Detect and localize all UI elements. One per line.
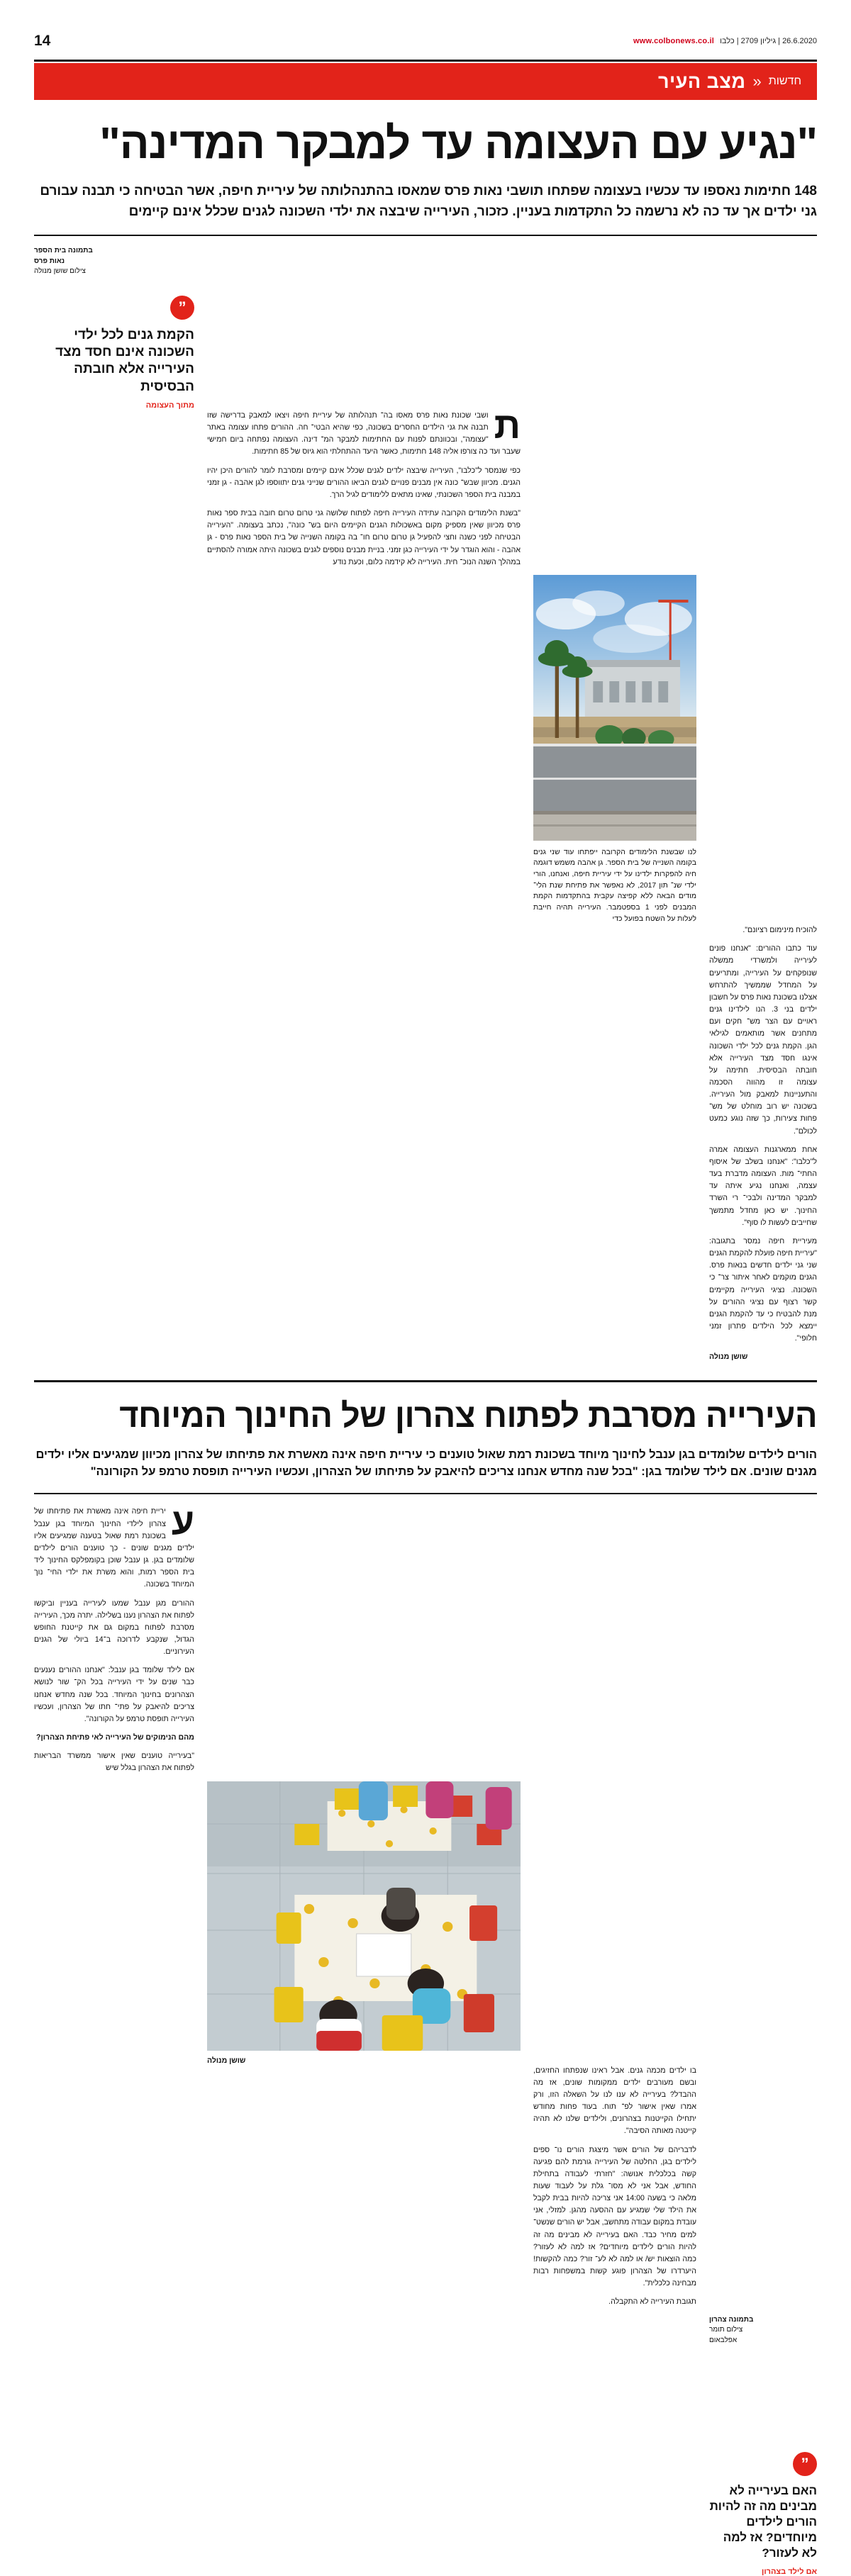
- page-number: 14: [34, 33, 51, 49]
- dropcap-2: ע: [171, 1501, 194, 1543]
- article2-body: [34, 1501, 817, 2576]
- quote-icon-2: ”: [793, 2452, 817, 2476]
- credit2-line-1: בתמונה צהרון: [709, 2315, 754, 2324]
- article1-left-para-2: עוד כתבו ההורים: "אנחנו פונים לעירייה ולמשרדי ממשלה שנופקחים על העירייה, ומתריעים על המחדל שממשיך להתרחש אצלנו בשכונת נאות פרס על חשבון ילדים בני 3. הנו לילדינו גנים ראויים עם הצר מש־ חקים ועם מתחנים אשר מותאמים לגילאי הגן. הקמת גנים לכל ילדי השכונה אינגו חסד מצד העירייה אלא חובתה הבסיסית. חתימה על עצומה זו מהווה הסכמה והתעניינות למאבק מול העירייה. בשכונה יש רוב מוחלט של מש־ פחות צעירות, כך שזה נוגע כמעט לכולם".: [709, 944, 818, 1136]
- article2-byline: שושן מנולה: [207, 2056, 246, 2065]
- article2-subhead: מהם הנימוקים של העירייה לאי פתיחת הצהרון?: [36, 1733, 194, 1742]
- article1-headline: "נגיע עם העצומה עד למבקר המדינה": [99, 119, 817, 168]
- section-bar: [34, 63, 817, 100]
- kindergarten-classroom-photo-illustration: [207, 1781, 521, 2051]
- article2-sidebar: [709, 2315, 817, 2576]
- article1-photo: [533, 575, 696, 841]
- article1-left-para-3: אחת ממארגנות העצומה אמרה ל"כלבו": "אנחנו בשלב של איסוף החתי־ מות. העצומה מדברת בעד עצמה, ואנחנו נגיע איתה עד למבקר המדינה ולבכי־ רי השרד החינוך. יש כאן מחדל מתמשך שחייבים לעשות לו סוף".: [709, 1145, 817, 1227]
- school-building-photo-illustration: [533, 575, 696, 841]
- masthead-meta: 26.6.2020 | גיליון 2709 | כלבו: [720, 37, 817, 45]
- article1-pullquote: [34, 296, 194, 410]
- article2-headline: העירייה מסרבת לפתוח צהרון של החינוך המיוחד: [119, 1396, 817, 1435]
- credit-line-3: צילום שושן מנולה: [34, 267, 86, 276]
- pullquote-attrib: מתוך העצומה: [145, 401, 194, 410]
- credit2-line-2: צילום תומר: [709, 2326, 743, 2334]
- article1-column-left: [709, 924, 817, 1363]
- dropcap: ת: [494, 405, 521, 447]
- site-url[interactable]: www.colbonews.co.il: [633, 37, 715, 45]
- credit-line-1: בתמונה בית הספר: [34, 247, 93, 255]
- article1-photo-block: [533, 575, 696, 924]
- article2-para-2: ההורים מגן ענבל שמעו לעירייה בעניין וביקשו לפתוח את הצהרון נענו בשלילה. יתרה מכך, העירייה מסרבת לפתוח במקום גם את קייטנת החופש הגדול, שנקבע לדרוכה ב־14 ביולי של הגנים העירוניים.: [34, 1598, 195, 1657]
- article2-standfirst: הורים לילדים שלומדים בגן ענבל לחינוך מיוחד בשכונת רמת שאול טוענים כי עיריית חיפה אינה מאשרת את פתיחתו של צהרון מכיוון שמגיעים אליו ילדים מגנים שונים. אם לילד שלומד בגן: "בכל שנה מחדש אנחנו צריכים להיאבק על פתיחתו של הצהרון, ועכשיו העירייה תופסת טרמפ על הקורונה": [35, 1447, 817, 1479]
- article2-para-3: אם לילד שלומד בגן ענבל: "אנחנו ההורים נענעים כבר שנים על ידי העירייה בכל הק־ שור לנושא הצהרונים בחינוך המיוחד. בכל שנה מחדש אנחנו צריכים להיאבק על פתי־ חתו של הצהרון, ועכשיו העירייה תופסת טרמפ על הקורונה".: [34, 1666, 194, 1723]
- article2-photo-block: [207, 1781, 521, 2065]
- credit-line-2: נאות פרס: [34, 257, 65, 265]
- article1-rule: [34, 235, 817, 236]
- pullquote2-attrib: אם לילד בצהרון: [762, 2567, 817, 2576]
- article2-column-left: [533, 2065, 696, 2315]
- credit2-line-3: אפלבאום: [709, 2336, 738, 2344]
- article1-byline: שושן מנולה: [709, 1353, 748, 1362]
- article2-photo: [207, 1781, 521, 2051]
- pullquote-text: הקמת גנים לכל ילדי השכונה אינם חסד מצד העירייה אלא חובתה הבסיסית: [55, 327, 194, 394]
- article1-left-para-4: מעיריית חיפה נמסר בתגובה: "עיריית חיפה פועלת להקמת הגנים שני גני ילדים חדשים בנאות פרס. הגנים מוקמים לאחר איתור צר־ כי השכונה. נציגי העירייה מקיימים קשר רצוף עם נציגי ההורים על מנת להבטיח כי עד להקמת הגנים יימצא לכל הילדים פתרון זמני חלופי".: [709, 1236, 817, 1343]
- article1-body: [34, 246, 817, 1363]
- article-separator-rule: [34, 1380, 817, 1382]
- article1-standfirst: 148 חתימות נאספו עד עכשיו בעצומה שפתחו תושבי נאות פרס שמאסו בהתנהלותה של עיריית חיפה, אשר הבטיחה כי תבנה עבורם גני ילדים אך עד כה לא נרשמה כל התקדמות בעניין. כזכור, העירייה שיבצה את ילדי השכונה לגנים שכלל אינם קיימים: [40, 184, 817, 219]
- article1-para-2: כפי שנמסר ל"כלבו", העירייה שיבצה ילדים לגנים שכלל אינם קיימים ומסרבת לומר להורים היכן יהיו הגנים. מכיוון שבש־ כונה אין מבנים פנויים לגנים הביאו ההורים שנייני גנים יתווספו לגן אהבה - גן זמני במבנה בית הספר השכונתי, שאינו מתאים ללימודים לגיל הרך.: [207, 466, 521, 499]
- article1-photo-credit: [34, 246, 194, 277]
- chevron-left-icon: «: [752, 72, 762, 90]
- article2-left-para-3: תגובת העירייה לא התקבלה.: [608, 2297, 696, 2307]
- quote-icon: ”: [170, 296, 194, 320]
- article1-left-para-1: להוכיח מינימום רציונם".: [742, 926, 817, 935]
- masthead: [34, 0, 817, 57]
- masthead-left: [633, 37, 817, 45]
- article1-caption: לנו שבשנת הלימודים הקרובה ייפתחו עוד שני גנים בקומה השנייה של בית הספר. גן אהבה משמש דוגמה חיה להפקרות ילדינו על ידי עיריית חיפה, ואנחנו, הורי ילדי שנ־ תון 2017, לא נאפשר את פתיחת שנת הלי־ מודים הבאה ללא קפיצה עקבית בהתקדמות הקמת המבנים לפני 1 בספטמבר. העירייה תהיה חייבת לעלות על השטח בפועל כדי: [533, 848, 697, 923]
- article1-para-3: "בשנת הלימודים הקרובה עתידה העירייה חיפה לפתוח שלושה גני טרום טרום חובה בבית ספר נאות פרס מכיוון שאין מספיק מקום באשכולות הגנים הקיימים היום בש־ כונה", נכתב בעצומה. "העירייה הבטיחה לפני כשנה וחצי להפעיל גן טרום טרום חו־ בה בקומה השנייה של בית הספר נאות פרס - גן אהבה - והוא הוגדר על ידי העירייה כגן זמני. בניית מבנים נוספים לגנים בשכונה היתה אמורה להסתיים במהלך השנה הנוכ־ חית. העירייה לא קידמה כלום, וכעת נודע: [207, 509, 521, 566]
- pullquote2-text: האם בעירייה לא מבינים מה זה להיות הורים לילדים מיוחדים? אז למה לא לעזור?: [709, 2484, 817, 2560]
- article1-sidebar: [34, 246, 194, 410]
- article2-para-1: יריית חיפה אינה מאשרת את פתיחתו של צהרון לילדי החינוך המיוחד בגן ענבל בשכונת רמת שאול בטענה שמגיעים אליו ילדים מגנים שונים - כך טוענים הורים לילדים שלומדים בגן. גן ענבל שוכן בקומפלקס החינוך ליד בית הספר רמות, והוא משרת את ילדי החי־ נוך המיוחד בשכונה.: [34, 1507, 194, 1589]
- article2-left-para-2: לדבריהם של הורים אשר מיצגת הורים נו־ ספים לילדים בגן, החלטה של העירייה גורמת להם פגיעה קשה בכלכלית אנושה: "חזרתי לעבודה בתחילת החודש, אבל אני לא מסו־ גלת על לעבוד שעות מלאה כי בשעה 14:00 אני צריכה להיות בבית לקבל את הילד שלי שמגיע עם ההסעה מהגן. למזלי, אני עובדת במקום עבודה מתחשב, אבל יש הורים שנשט־ למים מחיר כבד. האם בעירייה לא מבינים מה זה להיות הורים לילדים מיוחדים? אז למה לא לעזור? כמה הוצאות יש/ או למה לא לע־ זור? כמה להקשות! היערדרו של הצהרון פוגע קשות במשפחות רבות מבחינה כלכלית".: [533, 2145, 696, 2288]
- section-kicker: חדשות: [768, 75, 801, 87]
- article2-rule: [34, 1493, 817, 1494]
- article2-pullquote: [709, 2452, 817, 2575]
- article2-photo-credit: [709, 2315, 817, 2346]
- article1-para-1: ושבי שכונת נאות פרס מאסו בה־ תנהלותה של עיריית חיפה ויצאו למאבק בדרישה שזו תבנה את גני הילדים החסרים בשכונה, כפי שהיא הבטי־ חה. ההורים פתחו עצומה באתר "עצומה", ובכוונתם לפנות עם החתימות למבקר המ־ דינה. העצומה נפתחה ביום חמישי שעבר ועד כה צורפו אליה 148 חתימות, כאשר היעד ההתחלתי הוא גיוס של 85 חתימות.: [207, 410, 521, 457]
- article2-para-4: "בעירייה טוענים שאין אישור ממשרד הבריאות לפתוח את הצהרון בגלל שיש: [34, 1752, 194, 1773]
- section-label: מצב העיר: [657, 70, 746, 92]
- top-rule: [34, 60, 817, 62]
- article1-column-lead: [207, 405, 521, 575]
- article2-left-para-1: בו ילדים מכמה גנים. אבל ראינו שנפתחו החזיגים, ובשם מעורבים ילדים ממקומות שונים, אז מה ההבדל? בעירייה לא ענו לנו על השאלה הזו, ורק אמרו שאין אישור לפ־ תוח. בעוד פחות מחודש יתחילו הקייטנות בצהרונים, ולילדים שלנו לא תהיה קייטנה מאותה הסיבה".: [533, 2066, 696, 2136]
- article2-column-lead: [34, 1501, 195, 1781]
